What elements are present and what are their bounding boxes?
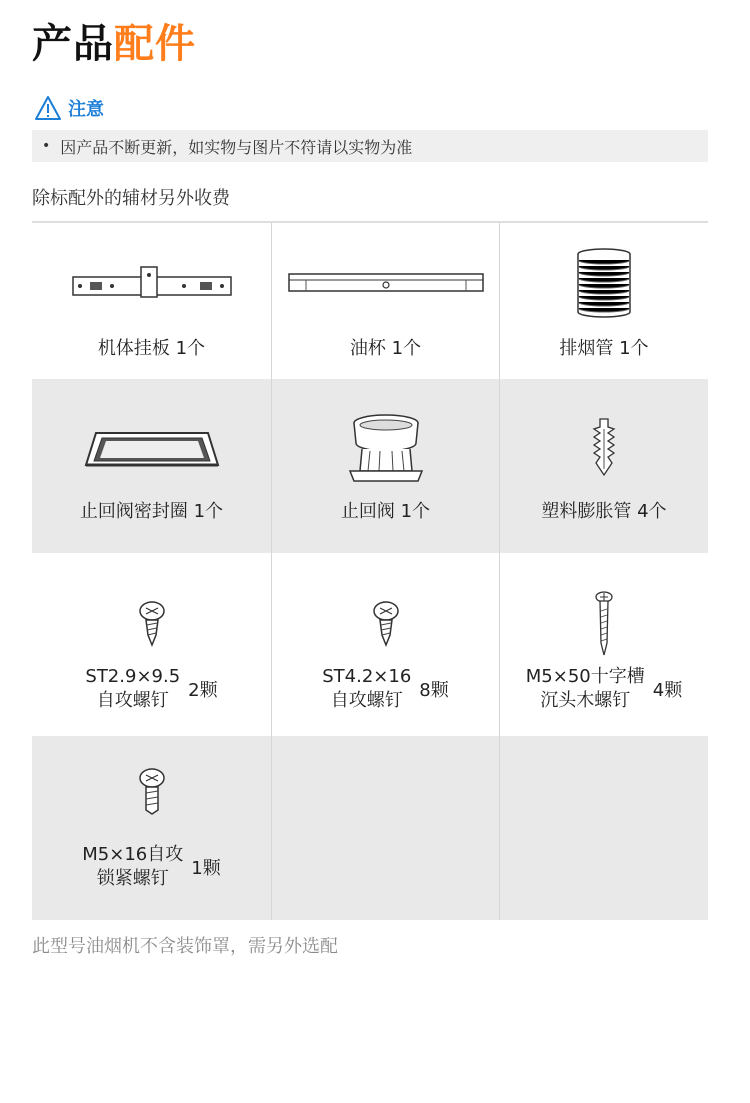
empty-cell (272, 736, 499, 920)
title-part-2: 配件 (114, 21, 196, 67)
notice-text: 因产品不断更新，如实物与图片不符请以实物为准 (60, 137, 413, 157)
accessory-label: ST4.2×16 自攻螺钉 8颗 (322, 666, 449, 711)
accessory-label: 油杯 1个 (349, 338, 422, 359)
accessory-label: M5×16自攻 锁紧螺钉 1颗 (82, 844, 221, 889)
footnote: 此型号油烟机不含装饰罩，需另外选配 (32, 936, 338, 957)
accessory-label: 止回阀 1个 (340, 501, 431, 522)
column-divider (271, 223, 272, 920)
plastic-anchor-icon (592, 417, 616, 481)
accessory-cell-locking-screw (32, 736, 271, 920)
exhaust-pipe-icon (576, 248, 632, 322)
notice-label: 注意 (68, 99, 104, 120)
accessory-cell-oil-cup (272, 223, 499, 379)
locking-screw-icon (137, 768, 167, 820)
notice-header (34, 93, 104, 123)
notice-bar (32, 130, 708, 162)
title-part-1: 产品 (32, 21, 114, 67)
accessory-label: 机体挂板 1个 (97, 338, 206, 359)
accessory-label: 塑料膨胀管 4个 (541, 501, 667, 522)
accessory-label: M5×50十字槽 沉头木螺钉 4颗 (525, 666, 683, 711)
check-valve-icon (348, 413, 424, 487)
accessory-cell-exhaust-pipe (500, 223, 708, 379)
oil-cup-icon (286, 271, 486, 301)
column-divider (499, 223, 500, 920)
accessory-cell-st29-screw (32, 553, 271, 736)
warning-icon (34, 95, 62, 121)
self-tapping-screw-icon (137, 601, 167, 651)
seal-ring-icon (84, 431, 220, 475)
accessory-cell-seal-ring (32, 379, 271, 553)
wood-screw-icon (594, 591, 614, 661)
accessory-cell-mounting-plate (32, 223, 271, 379)
accessory-grid (32, 223, 708, 920)
accessory-cell-wood-screw (500, 553, 708, 736)
page-title (32, 14, 196, 74)
accessory-label: ST2.9×9.5 自攻螺钉 2颗 (85, 666, 218, 711)
accessory-cell-check-valve (272, 379, 499, 553)
extra-fee-text: 除标配外的辅材另外收费 (32, 188, 230, 209)
accessory-label: 排烟管 1个 (559, 338, 649, 359)
self-tapping-screw-icon (371, 601, 401, 651)
mounting-plate-icon (72, 265, 232, 305)
empty-cell (500, 736, 708, 920)
bullet: • (42, 138, 51, 154)
accessory-cell-st42-screw (272, 553, 499, 736)
accessory-cell-plastic-anchor (500, 379, 708, 553)
accessory-label: 止回阀密封圈 1个 (79, 501, 224, 522)
